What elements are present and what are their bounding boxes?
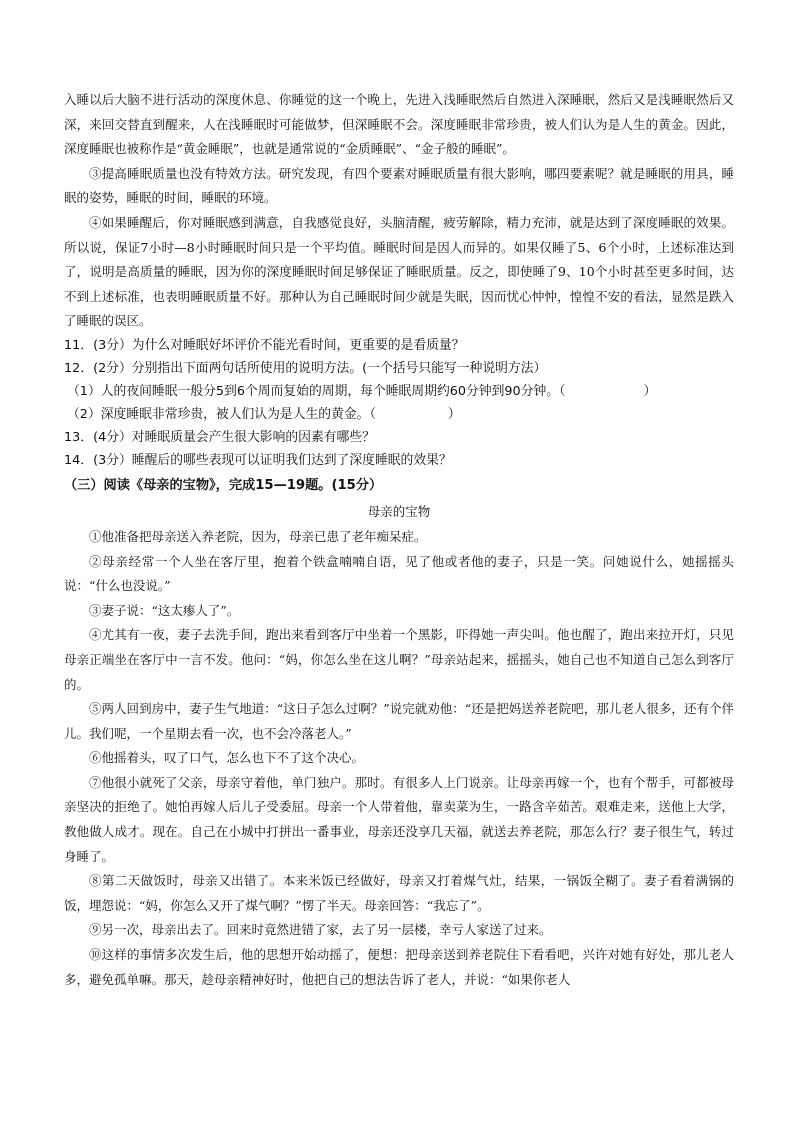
question-13: 13．(4分）对睡眠质量会产生很大影响的因素有哪些？ [64,429,375,445]
passage-paragraph: ①他准备把母亲送入养老院，因为，母亲已患了老年痴呆症。 [89,528,427,544]
passage-paragraph: ⑧第二天做饭时，母亲又出错了。本来米饭已经做好，母亲又打着煤气灶，结果，一锅饭全糊了。妻子看着满锅的饭，埋怨说：“妈，你怎么又开了煤气啊？”愣了半天。母亲回答：“我忘了”。 [64,873,734,913]
passage-paragraph: ⑤两人回到房中，妻子生气地道：“这日子怎么过啊？”说完就劝他：“还是把妈送养老院吧，那儿老人很多，还有个伴儿。我们呢，一个星期去看一次，也不会冷落老人。” [64,701,734,741]
passage-paragraph: 入睡以后大脑不进行活动的深度休息、你睡觉的这一个晚上，先进入浅睡眠然后自然进入深睡眠，然后又是浅睡眠然后又深，来回交替直到醒来，人在浅睡眠时可能做梦，但深睡眠不会。深度睡眠非常珍贵，被人们认为是人生的黄金。因此，深度睡眠也被称作是“黄金睡眠”，也就是通常说的“金质睡眠”、“金子般的睡眠”。 [64,92,734,157]
question-12-1 [64,380,734,403]
question-12-1-close: ） [643,383,657,399]
passage-paragraph: ③妻子说：“这太瘆人了”。 [89,602,240,618]
question-12: 12．(2分）分别指出下面两句话所使用的说明方法。(一个括号只能写一种说明方法） [64,360,547,376]
passage-paragraph: ②母亲经常一个人坐在客厅里，抱着个铁盒喃喃自语，见了他或者他的妻子，只是一笑。问她说什么，她摇摇头说：“什么也没说。” [64,553,734,594]
question-14: 14．(3分）睡醒后的哪些表现可以证明我们达到了深度睡眠的效果？ [64,452,452,468]
passage-paragraph: ⑨另一次，母亲出去了。回来时竟然进错了家，去了另一层楼，幸亏人家送了过来。 [89,922,552,938]
question-12-2 [64,403,734,426]
passage-paragraph: ⑩这样的事情多次发生后，他的思想开始动摇了，便想：把母亲送到养老院住下看看吧，兴许对她有好处，那儿老人多，避免孤单嘛。那天，趁母亲精神好时，他把自己的想法告诉了老人，并说：“如果你老人 [64,947,734,987]
passage-paragraph: ③提高睡眠质量也没有特效方法。研究发现，有四个要素对睡眠质量有很大影响，哪四要素呢？就是睡眠的用具，睡眠的姿势，睡眠的时间，睡眠的环境。 [64,165,734,206]
passage-title: 母亲的宝物 [367,503,431,519]
question-12-2-text: （2）深度睡眠非常珍贵，被人们认为是人生的黄金。（ [67,406,376,422]
passage-paragraph: ④如果睡醒后，你对睡眠感到满意，自我感觉良好，头脑清醒，疲劳解除，精力充沛，就是达到了深度睡眠的效果。所以说，保证7小时—8小时睡眠时间只是一个平均值。睡眠时间是因人而异的。如果仅睡了5、6个小时，上述标准达到了，说明是高质量的睡眠，因为你的深度睡眠时间足够保证了睡眠质量。反之，即使睡了9、10个小时甚至更多时间，达不到上述标准，也表明睡眠质量不好。那种认为自己睡眠时间少就是失眠，因而忧心忡忡，惶惶不安的看法，显然是跌入了睡眠的误区。 [64,214,734,329]
passage-paragraph: ④尤其有一夜，妻子去洗手间，跑出来看到客厅中坐着一个黑影，吓得她一声尖叫。他也醒了，跑出来拉开灯，只见母亲正端坐在客厅中一言不发。他问：“妈，你怎么坐在这儿啊？”母亲站起来，摇摇头，她自己也不知道自己怎么到客厅的。 [64,627,734,692]
section-heading: （三）阅读《母亲的宝物》，完成15—19题。(15分） [64,477,383,493]
question-11: 11．(3分）为什么对睡眠好坏评价不能光看时间，更重要的是看质量？ [64,337,465,353]
passage-paragraph: ⑦他很小就死了父亲，母亲守着他，单门独户。那时。有很多人上门说亲。让母亲再嫁一个，也有个帮手，可都被母亲坚决的拒绝了。她怕再嫁人后儿子受委屈。母亲一个人带着他，靠卖菜为生，一路含辛茹苦。艰难走来，送他上大学，教他做人成才。现在。自己在小城中打拼出一番事业，母亲还没享几天福，就送去养老院，那怎么行？妻子很生气，转过身睡了。 [64,774,734,864]
question-12-1-text: （1）人的夜间睡眠一般分5到6个周而复始的周期，每个睡眠周期约60分钟到90分钟。（ [67,383,566,399]
passage-paragraph: ⑥他摇着头，叹了口气，怎么也下不了这个决心。 [89,750,365,766]
question-12-2-close: ） [447,406,461,422]
document-page [64,88,734,992]
